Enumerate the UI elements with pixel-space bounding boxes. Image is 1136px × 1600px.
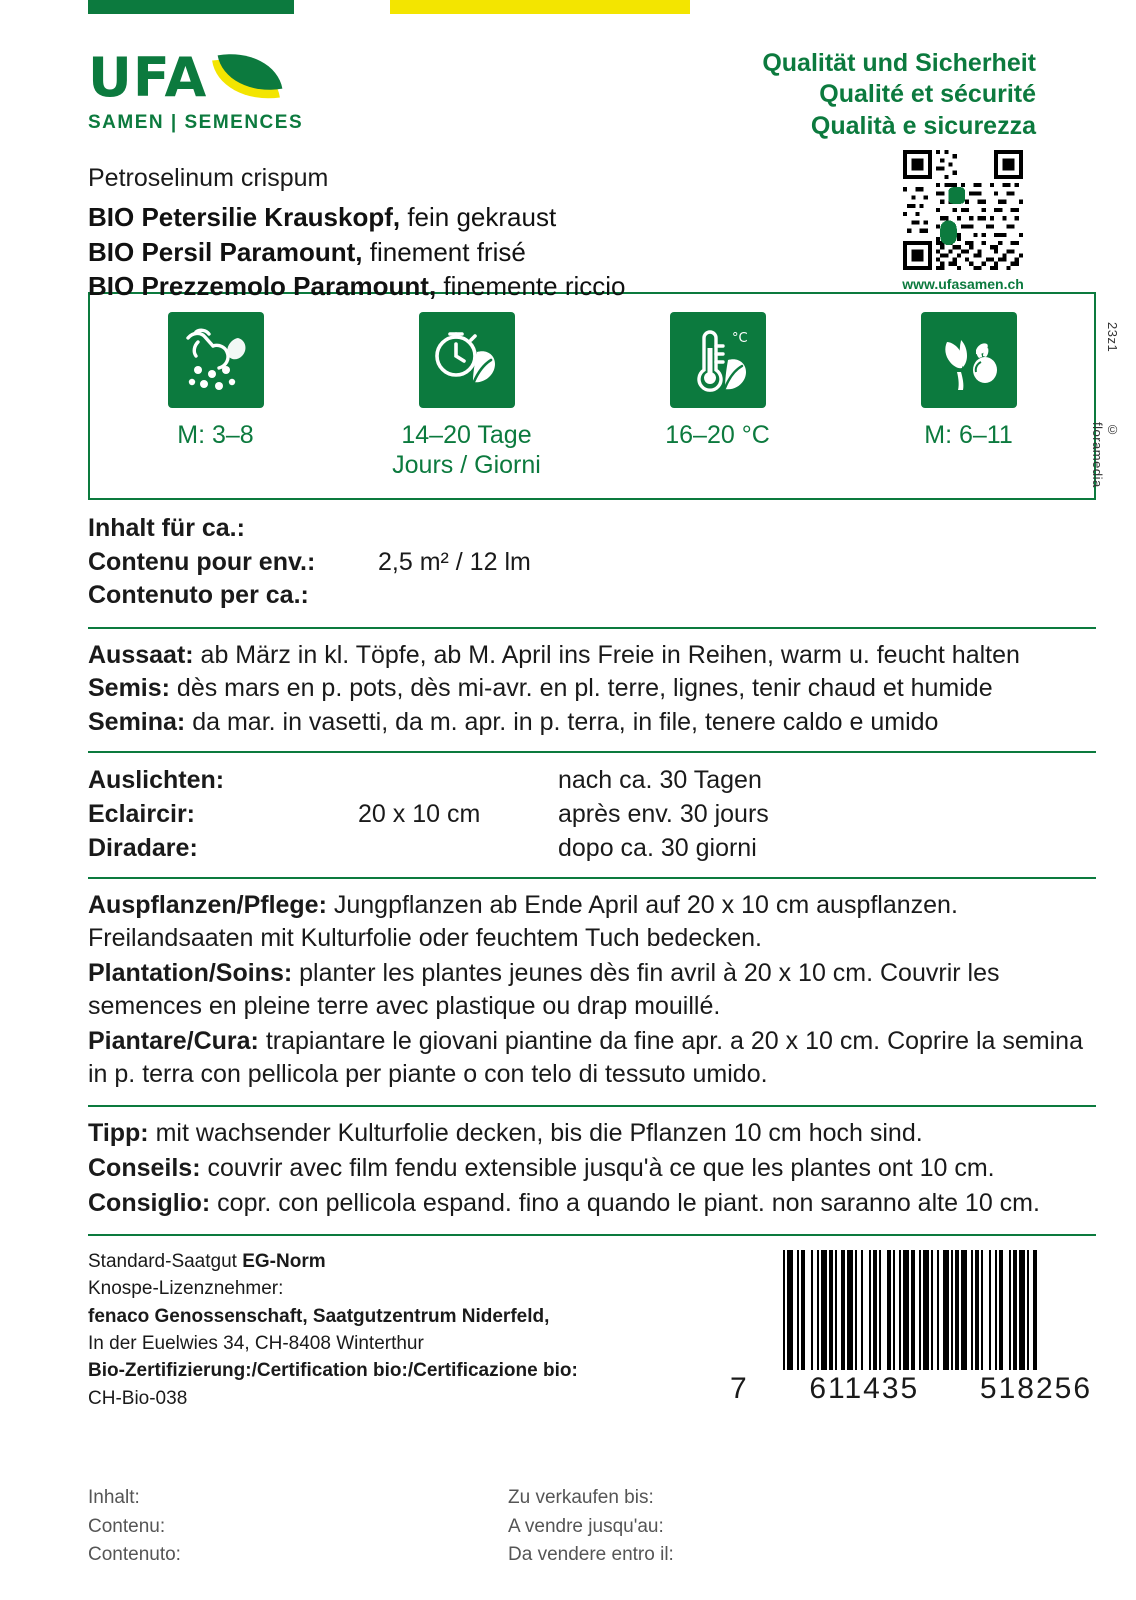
content-value: 2,5 m² / 12 lm xyxy=(378,547,531,576)
section-content-amount xyxy=(88,500,1096,627)
planting-fr: Plantation/Soins: planter les plantes jeunes dès fin avril à 20 x 10 cm. Couvrir les semences en pleine terre avec plastique ou drap mouillé. xyxy=(88,959,1000,1020)
hand-sowing-icon xyxy=(168,312,264,408)
top-edge-strip xyxy=(0,0,1136,14)
planting-it: Piantare/Cura: trapiantare le giovani piantine da fine apr. a 20 x 10 cm. Coprire la semina in p. terra con pellicola per piante o con telo di tessuto umido. xyxy=(88,1027,1083,1088)
icon-cell-temperature xyxy=(603,312,833,450)
legal-line-2: Knospe-Lizenznehmer: xyxy=(88,1278,284,1300)
quality-line-fr: Qualité et sécurité xyxy=(819,80,1036,109)
legal-line-6: CH-Bio-038 xyxy=(88,1387,188,1409)
thinning-value-de: nach ca. 30 Tagen xyxy=(558,766,762,794)
legal-line-4: In der Euelwies 34, CH-8408 Winterthur xyxy=(88,1333,424,1355)
section-thinning xyxy=(88,753,1096,877)
bottom-selldate-fr: A vendre jusqu'au: xyxy=(508,1515,664,1537)
bottom-selldate-it: Da vendere entro il: xyxy=(508,1544,674,1565)
latin-name: Petroselinum crispum xyxy=(88,164,329,192)
icon-label-2: 16–20 °C xyxy=(665,421,770,449)
qr-block xyxy=(890,150,1036,292)
section-sowing xyxy=(88,629,1096,752)
thinning-spacing: 20 x 10 cm xyxy=(358,800,481,828)
thermometer-icon xyxy=(670,312,766,408)
thinning-value-it: dopo ca. 30 giorni xyxy=(558,834,757,862)
sowing-it: Semina: da mar. in vasetti, da m. apr. in p. terra, in file, tenere caldo e umido xyxy=(88,707,939,736)
section-planting xyxy=(88,879,1096,1105)
legal-line-3: fenaco Genossenschaft, Saatgutzentrum Niderfeld, xyxy=(88,1305,550,1327)
product-names xyxy=(88,200,626,304)
qr-code-icon[interactable] xyxy=(903,150,1023,270)
quality-statement xyxy=(762,48,1036,142)
content-label-fr: Contenu pour env.: xyxy=(88,547,316,576)
stopwatch-germination-icon xyxy=(419,312,515,408)
bottom-content-it: Contenuto: xyxy=(88,1544,181,1565)
barcode-group-left: 611435 xyxy=(809,1372,920,1405)
tip-it: Consiglio: copr. con pellicola espand. fino a quando le piant. non saranno alte 10 cm. xyxy=(88,1189,1040,1217)
legal-line-1: Standard-Saatgut EG-Norm xyxy=(88,1251,326,1272)
thinning-label-de: Auslichten: xyxy=(88,766,225,794)
quality-line-it: Qualità e sicurezza xyxy=(810,111,1036,140)
content-label-it: Contenuto per ca.: xyxy=(88,581,309,609)
bottom-content-de: Inhalt: xyxy=(88,1487,140,1508)
section-tip xyxy=(88,1107,1096,1234)
product-name-it: BIO Prezzemolo Paramount, finemente riccio xyxy=(88,271,626,302)
barcode-block xyxy=(726,1250,1096,1406)
thinning-label-fr: Eclaircir: xyxy=(88,800,196,828)
icon-label-3: M: 6–11 xyxy=(924,421,1013,449)
icon-cell-harvest-months xyxy=(854,312,1084,450)
website-url[interactable]: www.ufasamen.ch xyxy=(902,276,1024,292)
icon-label-1b: Jours / Giorni xyxy=(392,451,541,479)
brand-logo xyxy=(88,46,418,134)
sowing-de: Aussaat: ab März in kl. Töpfe, ab M. April ins Freie in Reihen, warm u. feucht halten xyxy=(88,640,1020,669)
icon-label-1a: 14–20 Tage xyxy=(401,421,532,449)
content-label-de: Inhalt für ca.: xyxy=(88,514,245,542)
barcode-group-right: 518256 xyxy=(979,1372,1092,1405)
tip-de: Tipp: mit wachsender Kulturfolie decken, bis die Pflanzen 10 cm hoch sind. xyxy=(88,1119,923,1147)
legal-line-5: Bio-Zertifizierung:/Certification bio:/Certificazione bio: xyxy=(88,1360,578,1382)
brand-tagline: SAMEN | SEMENCES xyxy=(88,112,304,133)
legal-text xyxy=(88,1248,678,1412)
barcode-digit-first: 7 xyxy=(730,1372,749,1405)
barcode-icon xyxy=(726,1250,1096,1370)
tip-fr: Conseils: couvrir avec film fendu extensible jusqu'à ce que les plantes ont 10 cm. xyxy=(88,1154,995,1182)
icon-cell-germination-time xyxy=(352,312,582,480)
print-code: 23z1 xyxy=(1105,322,1120,353)
thinning-value-fr: après env. 30 jours xyxy=(558,800,769,828)
planting-de: Auspflanzen/Pflege: Jungpflanzen ab Ende April auf 20 x 10 cm auspflanzen. Freilandsaaten mit Kulturfolie oder feuchtem Tuch bedecken. xyxy=(88,891,958,952)
bottom-fields xyxy=(88,1484,1096,1570)
harvest-vegetables-icon xyxy=(921,312,1017,408)
bottom-content-fr: Contenu: xyxy=(88,1515,166,1537)
bottom-selldate-de: Zu verkaufen bis: xyxy=(508,1487,654,1508)
sowing-fr: Semis: dès mars en p. pots, dès mi-avr. en pl. terre, lignes, tenir chaud et humide xyxy=(88,674,993,702)
brand-name: UFA xyxy=(88,46,208,109)
svg-text:°C: °C xyxy=(731,331,748,346)
instruction-sections xyxy=(88,500,1096,1236)
leaf-icon xyxy=(215,50,287,106)
bottom-selldate-labels xyxy=(508,1484,1096,1570)
product-name-fr: BIO Persil Paramount, finement frisé xyxy=(88,236,526,267)
print-credit: © floramedia xyxy=(1090,422,1120,488)
quality-line-de: Qualität und Sicherheit xyxy=(762,49,1036,77)
growing-info-icons xyxy=(88,292,1096,500)
barcode-number xyxy=(726,1372,1096,1406)
icon-label-0: M: 3–8 xyxy=(177,421,254,449)
product-name-de: BIO Petersilie Krauskopf, fein gekraust xyxy=(88,202,557,232)
bottom-content-labels xyxy=(88,1484,508,1570)
thinning-label-it: Diradare: xyxy=(88,834,198,862)
icon-cell-sowing-months xyxy=(101,312,331,450)
footer xyxy=(88,1236,1096,1458)
